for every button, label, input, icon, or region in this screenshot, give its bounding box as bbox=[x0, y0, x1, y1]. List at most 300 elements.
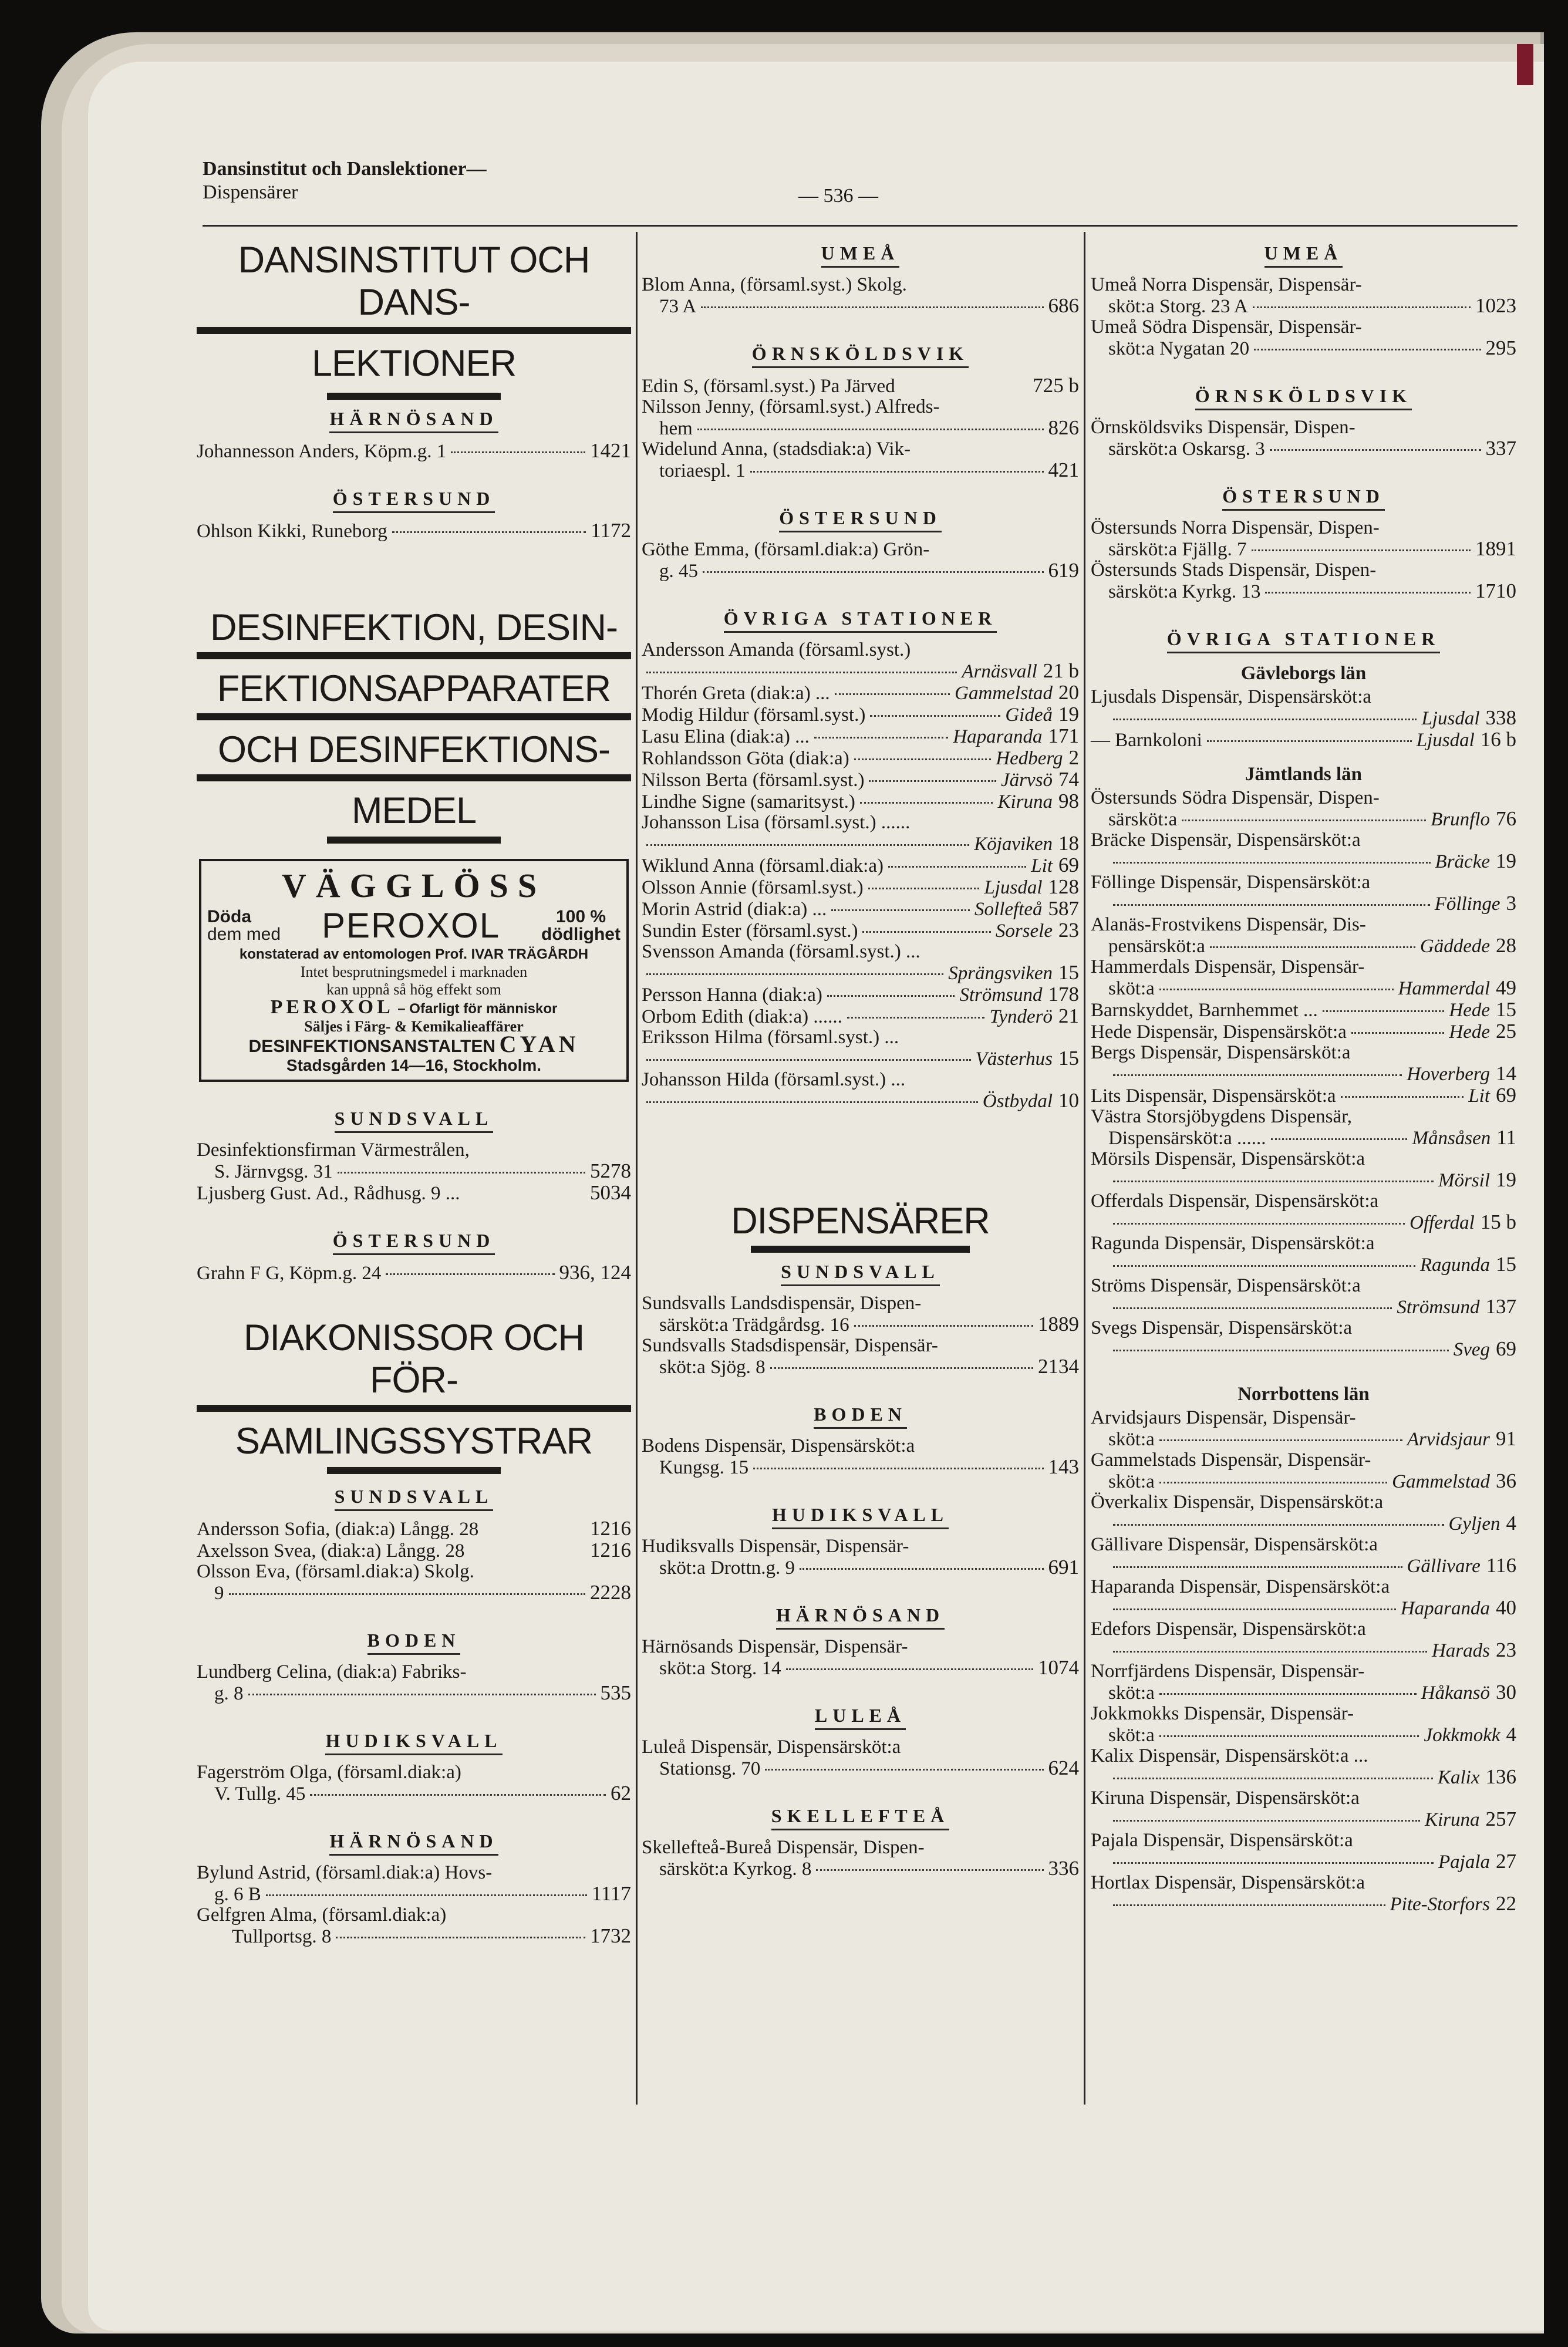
entry-line bbox=[1091, 1254, 1516, 1276]
leader-dots bbox=[1113, 1566, 1402, 1568]
place-name: Föllinge bbox=[1434, 893, 1500, 915]
place-name: Arvidsjaur bbox=[1407, 1429, 1490, 1450]
place-name: Hammerdal bbox=[1398, 978, 1490, 999]
entry: Blom Anna, (församl.syst.) Skolg. bbox=[642, 274, 907, 295]
phone-number: 30 bbox=[1496, 1681, 1516, 1704]
leader-dots bbox=[1113, 862, 1431, 864]
phone-number: 136 bbox=[1485, 1765, 1516, 1788]
leader-dots bbox=[835, 693, 950, 695]
phone-number: 128 bbox=[1048, 875, 1079, 898]
column-1: DANSINSTITUT OCH DANS- LEKTIONER HÄRNÖSAND Johannesson Anders, Köpm.g. 1 1421 ÖSTERSUND Ohlson Kikki, Runeborg 1172 DESINFEKTION, DESIN- FEKTIONSAPPARATER OCH DESINFEKTIONS- MEDEL VÄGGLÖSS Döda dem med PEROXOL 100 % dödlighet konstaterad av entomologen Prof. IVAR TRÄGÅRDH Intet besprutningsmedel i marknaden kan uppnå så hög effekt som PEROXOL – Ofarligt för människor Säljes i Färg- & Kemikalieaffärer DESINFEKTIONSANSTALTEN CYAN Stadsgården 14—16, Stockholm. SUNDSVALL Desinfektionsfirman Värmestrålen, S. Järnvgsg. 31 5278 Ljusberg Gust. Ad., Rådhusg. 9 ... 5034 ÖSTERSUND Grahn F G, Köpm.g. 24 936, 124 DIAKONISSOR OCH FÖR- SAMLINGSSYSTRAR SUNDSVALL Andersson Sofia, (diak:a) Långg. 28 1216 Axelsson Svea, (diak:a) Långg. 28 1216 Olsson Eva, (församl.diak:a) Skolg. 9 2228 BODEN Lundberg Celina, (diak:a) Fabriks- g. 8 535 HUDIKSVALL Fagerström Olga, (församl.diak:a) V. Tullg. 45 62 HÄRNÖSAND Bylund Astrid, (församl.diak:a) Hovs- g. 6 B 1117 Gelfgren Alma, (församl.diak:a) Tullportsg. 8 1732 bbox=[197, 240, 631, 1947]
entry: Östersunds Stads Dispensär, Dispen- bbox=[1091, 559, 1377, 581]
place-name: Månsåsen bbox=[1412, 1128, 1491, 1149]
entry: Västra Storsjöbygdens Dispensär, bbox=[1091, 1106, 1353, 1127]
entry: Sundsvalls Stadsdispensär, Dispensär- bbox=[642, 1335, 938, 1356]
entry-line bbox=[642, 1048, 1079, 1070]
entry-text: sköt:a bbox=[1108, 978, 1155, 999]
leader-dots bbox=[1113, 1651, 1427, 1653]
section-ornskoldsvik: ÖRNSKÖLDSVIK bbox=[642, 343, 1079, 368]
place-name: Gäddede bbox=[1419, 936, 1490, 957]
column-divider-1 bbox=[636, 232, 638, 2105]
place-name: Bräcke bbox=[1435, 851, 1490, 872]
place-name: Kiruna bbox=[1424, 1809, 1480, 1830]
entry: Svensson Amanda (församl.syst.) ... bbox=[642, 941, 920, 962]
phone-number: 22 bbox=[1496, 1892, 1516, 1915]
entry-line bbox=[642, 876, 1079, 898]
entry: Olsson Eva, (församl.diak:a) Skolg. bbox=[197, 1561, 474, 1582]
entry-line bbox=[1091, 1063, 1516, 1085]
heading-diakonissor: DIAKONISSOR OCH FÖR- SAMLINGSSYSTRAR bbox=[197, 1317, 631, 1462]
entry: Bylund Astrid, (församl.diak:a) Hovs- bbox=[197, 1862, 493, 1883]
place-name: Lit bbox=[1031, 855, 1053, 876]
phone-number: 74 bbox=[1058, 768, 1079, 791]
entry-text: Lindhe Signe (samaritsyst.) bbox=[642, 791, 855, 812]
phone-number: 40 bbox=[1496, 1596, 1516, 1619]
place-name: Kalix bbox=[1438, 1767, 1480, 1788]
leader-dots bbox=[827, 995, 955, 997]
entry: Nilsson Jenny, (församl.syst.) Alfreds- bbox=[642, 396, 940, 417]
entry: Umeå Norra Dispensär, Dispensär- bbox=[1091, 274, 1362, 295]
advertisement-peroxol: VÄGGLÖSS Döda dem med PEROXOL 100 % dödlighet konstaterad av entomologen Prof. IVAR TRÄGÅRDH Intet besprutningsmedel i marknaden kan uppnå så hög effekt som PEROXOL – Ofarligt för människor Säljes i Färg- & Kemikalieaffärer DESINFEKTIONSANSTALTEN CYAN Stadsgården 14—16, Stockholm. bbox=[199, 859, 629, 1082]
entry-line bbox=[642, 1006, 1079, 1027]
place-name: Köjaviken bbox=[974, 834, 1053, 855]
entry: Östersunds Södra Dispensär, Dispen- bbox=[1091, 787, 1380, 808]
entry: Norrfjärdens Dispensär, Dispensär- bbox=[1091, 1661, 1365, 1682]
place-name: Brunflo bbox=[1431, 809, 1490, 830]
entry: Pajala Dispensär, Dispensärsköt:a bbox=[1091, 1830, 1353, 1851]
place-name: Pajala bbox=[1438, 1852, 1490, 1873]
entry-line bbox=[1091, 1127, 1516, 1149]
list-gavleborg bbox=[1091, 687, 1516, 751]
phone-number: 23 bbox=[1058, 919, 1079, 942]
bookmark-ribbon bbox=[1517, 44, 1533, 85]
heading-dispensarer: DISPENSÄRER bbox=[731, 1201, 990, 1242]
phone-number: 21 bbox=[1058, 1004, 1079, 1027]
place-name: Hoverberg bbox=[1407, 1064, 1490, 1085]
entry: Gammelstads Dispensär, Dispensär- bbox=[1091, 1449, 1371, 1471]
entry-text: Dispensärsköt:a ...... bbox=[1108, 1128, 1266, 1149]
phone-number: 36 bbox=[1496, 1469, 1516, 1492]
leader-dots bbox=[1323, 1010, 1445, 1012]
entry-line bbox=[1091, 1555, 1516, 1577]
section-umea: UMEÅ bbox=[1091, 242, 1516, 268]
phone-number: 4 bbox=[1506, 1512, 1516, 1535]
phone-number: 338 bbox=[1485, 706, 1516, 729]
entry-line bbox=[642, 660, 1079, 682]
entry-line bbox=[1091, 1169, 1516, 1191]
running-head-subtitle: Dispensärer bbox=[203, 181, 298, 203]
entry: Ljusberg Gust. Ad., Rådhusg. 9 ... 5034 bbox=[197, 1181, 631, 1204]
leader-dots bbox=[1271, 1138, 1408, 1140]
place-name: Ljusdal bbox=[1416, 730, 1475, 751]
entry-line bbox=[1091, 1682, 1516, 1704]
section-ostersund: ÖSTERSUND bbox=[642, 507, 1079, 532]
ad-product-name: PEROXOL bbox=[321, 906, 501, 945]
running-head-title: Dansinstitut och Danslektioner— bbox=[203, 158, 487, 180]
phone-number: 116 bbox=[1486, 1554, 1516, 1577]
place-name: Håkansö bbox=[1421, 1682, 1490, 1704]
leader-dots bbox=[1159, 989, 1394, 990]
leader-dots bbox=[1113, 1904, 1385, 1906]
heading-desinfektion: DESINFEKTION, DESIN- FEKTIONSAPPARATER OCH DESINFEKTIONS- MEDEL bbox=[197, 606, 631, 832]
entry-line bbox=[642, 682, 1079, 704]
entry-text: Barnskyddet, Barnhemmet ... bbox=[1091, 1000, 1318, 1021]
entry: Umeå Södra Dispensär, Dispensär- bbox=[1091, 316, 1362, 338]
entry: Fagerström Olga, (församl.diak:a) bbox=[197, 1762, 461, 1783]
entry: Överkalix Dispensär, Dispensärsköt:a bbox=[1091, 1492, 1384, 1513]
phone-number: 69 bbox=[1058, 854, 1079, 876]
list-ovriga-stationer bbox=[642, 640, 1079, 1112]
entry: Luleå Dispensär, Dispensärsköt:a bbox=[642, 1736, 901, 1758]
leader-dots bbox=[1341, 1096, 1464, 1098]
place-name: Tynderö bbox=[989, 1006, 1053, 1027]
entry-line bbox=[642, 726, 1079, 747]
leader-dots bbox=[862, 931, 990, 933]
entry-line bbox=[1091, 999, 1516, 1021]
entry: Örnsköldsviks Dispensär, Dispen- bbox=[1091, 417, 1355, 438]
leader-dots bbox=[1159, 1693, 1417, 1695]
section-ovriga-stationer: ÖVRIGA STATIONER bbox=[642, 608, 1079, 633]
leader-dots bbox=[869, 780, 996, 782]
place-name: Ragunda bbox=[1419, 1255, 1490, 1276]
entry-text: pensärsköt:a bbox=[1108, 936, 1205, 957]
entry-line bbox=[642, 984, 1079, 1006]
phone-number: 69 bbox=[1496, 1084, 1516, 1107]
entry-line bbox=[1091, 977, 1516, 999]
entry-line bbox=[642, 747, 1079, 769]
entry: Föllinge Dispensär, Dispensärsköt:a bbox=[1091, 872, 1371, 893]
leader-dots bbox=[1113, 1074, 1402, 1076]
entry: Kalix Dispensär, Dispensärsköt:a ... bbox=[1091, 1745, 1368, 1766]
place-name: Ljusdal bbox=[984, 877, 1043, 898]
leader-dots bbox=[1210, 946, 1415, 948]
leader-dots bbox=[1351, 1032, 1445, 1034]
entry: Bräcke Dispensär, Dispensärsköt:a bbox=[1091, 829, 1361, 851]
entry-text: Olsson Annie (församl.syst.) bbox=[642, 877, 864, 898]
phone-number: 10 bbox=[1058, 1089, 1079, 1112]
entry: Jokkmokks Dispensär, Dispensär- bbox=[1091, 1703, 1354, 1724]
section-ostersund: ÖSTERSUND bbox=[197, 488, 631, 513]
phone-number: 4 bbox=[1506, 1723, 1516, 1746]
leader-dots bbox=[1113, 1181, 1434, 1182]
entry-line bbox=[1091, 1513, 1516, 1535]
place-name: Arnäsvall bbox=[962, 661, 1037, 682]
entry: Sundsvalls Landsdispensär, Dispen- bbox=[642, 1293, 922, 1314]
section-sundsvall: SUNDSVALL bbox=[642, 1261, 1079, 1286]
place-name: Sveg bbox=[1453, 1339, 1490, 1360]
leader-dots bbox=[646, 1101, 978, 1103]
entry: Andersson Amanda (församl.syst.) bbox=[642, 639, 911, 660]
entry: Hammerdals Dispensär, Dispensär- bbox=[1091, 956, 1365, 977]
entry: Hortlax Dispensär, Dispensärsköt:a bbox=[1091, 1872, 1365, 1893]
phone-number: 15 bbox=[1496, 998, 1516, 1021]
entry-line bbox=[1091, 1296, 1516, 1318]
leader-dots bbox=[1113, 1223, 1405, 1225]
place-name: Sorsele bbox=[995, 920, 1053, 942]
leader-dots bbox=[1159, 1735, 1419, 1737]
entry-text: Hede Dispensär, Dispensärsköt:a bbox=[1091, 1021, 1347, 1043]
entry-line bbox=[642, 920, 1079, 942]
place-name: Jokkmokk bbox=[1424, 1725, 1500, 1746]
phone-number: 171 bbox=[1048, 724, 1079, 747]
entry-text: särsköt:a bbox=[1108, 809, 1178, 830]
leader-dots bbox=[646, 844, 969, 846]
leader-dots bbox=[1113, 1265, 1415, 1267]
column-3: UMEÅ Umeå Norra Dispensär, Dispensär- sköt:a Storg. 23 A 1023 Umeå Södra Dispensär, Dispensär- sköt:a Nygatan 20 295 ÖRNSKÖLDSVIK Örnsköldsviks Dispensär, Dispen- särsköt:a Oskarsg. 3 337 ÖSTERSUND Östersunds Norra Dispensär, Dispen- särsköt:a Fjällg. 7 1891 Östersunds Stads Dispensär, Dispen- särsköt:a Kyrkg. 13 1710 ÖVRIGA STATIONER Gävleborgs län Ljusdals Dispensär, Dispensärsköt:a Ljusdal 338 — Barnkoloni Ljusdal 16 b Jämtlands län Östersunds Södra Dispensär, Dispen- särsköt:a Brunflo 76 Bräcke Dispensär, Dispensärsköt:a Bräcke 19 Föllinge Dispensär, Dispensärsköt:a Föllinge 3 Alanäs-Frostvikens Dispensär, Dis- pensärsköt:a Gäddede 28 Hammerdals Dispensär, Dispensär- sköt:a Hammerdal 49 Barnskyddet, Barnhemmet ... Hede 15 Hede Dispensär, Dispensärsköt:a Hede 25 Bergs Dispensär, Dispensärsköt:a Hoverberg 14 Lits Dispensär, Dispensärsköt:a Lit 69 Västra Storsjöbygdens Dispensär, Dispensärsköt:a ...... Månsåsen 11 Mörsils Dispensär, Dispensärsköt:a Mörsil 19 Offerdals Dispensär, Dispensärsköt:a Offerdal 15 b Ragunda Dispensär, Dispensärsköt:a Ragunda 15 Ströms Dispensär, Dispensärsköt:a Strömsund 137 Svegs Dispensär, Dispensärsköt:a Sveg 69 Norrbottens län Arvidsjaurs Dispensär, Dispensär- sköt:a Arvidsjaur 91 Gammelstads Dispensär, Dispensär- sköt:a Gammelstad 36 Överkalix Dispensär, Dispensärsköt:a Gyljen 4 Gällivare Dispensär, Dispensärsköt:a Gällivare 116 Haparanda Dispensär, Dispensärsköt:a Haparanda 40 Edefors Dispensär, Dispensärsköt:a Harads 23 Norrfjärdens Dispensär, Dispensär- sköt:a Håkansö 30 Jokkmokks Dispensär, Dispensär- sköt:a Jokkmokk 4 Kalix Dispensär, Dispensärsköt:a ... Kalix 136 Kiruna Dispensär, Dispensärsköt:a Kiruna 257 Pajala Dispensär, Dispensärsköt:a Pajala 27 Hortlax Dispensär, Dispensärsköt:a Pite-Storfors 22 bbox=[1091, 242, 1516, 1915]
leader-dots bbox=[1159, 1439, 1402, 1441]
entry-line bbox=[642, 769, 1079, 791]
entry: Härnösands Dispensär, Dispensär- bbox=[642, 1636, 908, 1657]
entry: Bodens Dispensär, Dispensärsköt:a bbox=[642, 1435, 915, 1456]
leader-dots bbox=[1113, 1778, 1433, 1779]
place-name: Östbydal bbox=[982, 1091, 1053, 1112]
phone-number: 11 bbox=[1496, 1126, 1516, 1149]
place-name: Strömsund bbox=[959, 984, 1043, 1006]
entry-line bbox=[642, 833, 1079, 855]
list-jamtland bbox=[1091, 788, 1516, 1360]
place-name: Västerhus bbox=[975, 1048, 1053, 1070]
leader-dots bbox=[831, 909, 970, 911]
leader-dots bbox=[1113, 719, 1417, 720]
entry-text: Sundin Ester (församl.syst.) bbox=[642, 920, 858, 942]
entry-line bbox=[1091, 1893, 1516, 1915]
place-name: Gällivare bbox=[1407, 1556, 1481, 1577]
section-ornskoldsvik: ÖRNSKÖLDSVIK bbox=[1091, 385, 1516, 410]
entry-line bbox=[642, 898, 1079, 920]
entry: Ströms Dispensär, Dispensärsköt:a bbox=[1091, 1275, 1361, 1296]
leader-dots bbox=[860, 802, 993, 804]
phone-number: 21 b bbox=[1043, 659, 1079, 682]
entry-text: sköt:a bbox=[1108, 1429, 1155, 1450]
phone-number: 19 bbox=[1496, 849, 1516, 872]
entry-text: Lits Dispensär, Dispensärsköt:a bbox=[1091, 1085, 1336, 1107]
phone-number: 14 bbox=[1496, 1062, 1516, 1085]
entry-line bbox=[1091, 1766, 1516, 1788]
entry-line bbox=[1091, 1724, 1516, 1746]
section-sundsvall: SUNDSVALL bbox=[197, 1108, 631, 1133]
phone-number: 49 bbox=[1496, 976, 1516, 999]
entry: Ljusdals Dispensär, Dispensärsköt:a bbox=[1091, 686, 1372, 707]
entry-text: — Barnkoloni bbox=[1091, 730, 1202, 751]
place-name: Hede bbox=[1449, 1000, 1490, 1021]
ad-title: VÄGGLÖSS bbox=[281, 866, 547, 905]
entry: Ohlson Kikki, Runeborg 1172 bbox=[197, 519, 631, 542]
top-rule bbox=[203, 225, 1518, 227]
entry-line bbox=[1091, 1338, 1516, 1360]
entry-text: Morin Astrid (diak:a) ... bbox=[642, 899, 827, 920]
entry-text: Thorén Greta (diak:a) ... bbox=[642, 683, 830, 704]
section-harnosand: HÄRNÖSAND bbox=[197, 1830, 631, 1856]
entry-line bbox=[1091, 1212, 1516, 1233]
entry: Skellefteå-Bureå Dispensär, Dispen- bbox=[642, 1837, 925, 1858]
leader-dots bbox=[1113, 1524, 1444, 1526]
entry-text: sköt:a bbox=[1108, 1471, 1155, 1492]
leader-dots bbox=[847, 1017, 985, 1019]
list-norrbotten bbox=[1091, 1408, 1516, 1915]
entry-line bbox=[1091, 707, 1516, 729]
entry-line bbox=[1091, 851, 1516, 872]
entry-text: Wiklund Anna (församl.diak:a) bbox=[642, 855, 884, 876]
entry: Johansson Hilda (församl.syst.) ... bbox=[642, 1069, 906, 1090]
phone-number: 3 bbox=[1506, 892, 1516, 915]
entry-text: Orbom Edith (diak:a) ...... bbox=[642, 1006, 842, 1027]
leader-dots bbox=[1113, 1820, 1420, 1822]
place-name: Ljusdal bbox=[1421, 708, 1480, 729]
place-name: Offerdal bbox=[1409, 1212, 1475, 1233]
place-name: Haparanda bbox=[1400, 1598, 1490, 1619]
leader-dots bbox=[888, 866, 1026, 868]
place-name: Mörsil bbox=[1438, 1170, 1490, 1191]
entry-line bbox=[1091, 1597, 1516, 1619]
column-divider-2 bbox=[1084, 232, 1085, 2105]
page-number: — 536 — bbox=[798, 185, 878, 207]
entry-line bbox=[1091, 1471, 1516, 1492]
leader-dots bbox=[1159, 1482, 1387, 1483]
entry: Kiruna Dispensär, Dispensärsköt:a bbox=[1091, 1788, 1360, 1809]
entry: Mörsils Dispensär, Dispensärsköt:a bbox=[1091, 1148, 1365, 1169]
entry-line bbox=[642, 704, 1079, 726]
place-name: Gammelstad bbox=[1392, 1471, 1490, 1492]
entry: Ragunda Dispensär, Dispensärsköt:a bbox=[1091, 1233, 1375, 1254]
leader-dots bbox=[1113, 1307, 1392, 1309]
entry: Axelsson Svea, (diak:a) Långg. 28 1216 bbox=[197, 1539, 631, 1562]
entry: Gelfgren Alma, (församl.diak:a) bbox=[197, 1904, 447, 1926]
section-boden: BODEN bbox=[642, 1404, 1079, 1429]
section-skelleftea: SKELLEFTEÅ bbox=[642, 1805, 1079, 1830]
entry: Göthe Emma, (församl.diak:a) Grön- bbox=[642, 539, 930, 560]
phone-number: 98 bbox=[1058, 790, 1079, 812]
entry-line bbox=[1091, 1021, 1516, 1043]
leader-dots bbox=[646, 973, 943, 975]
entry-line bbox=[642, 1090, 1079, 1112]
phone-number: 587 bbox=[1048, 897, 1079, 920]
entry: Lundberg Celina, (diak:a) Fabriks- bbox=[197, 1661, 467, 1682]
place-name: Pite-Storfors bbox=[1390, 1894, 1490, 1915]
entry-line bbox=[1091, 1085, 1516, 1107]
entry-text: sköt:a bbox=[1108, 1682, 1155, 1704]
place-name: Lit bbox=[1468, 1085, 1490, 1107]
phone-number: 19 bbox=[1496, 1168, 1516, 1191]
phone-number: 25 bbox=[1496, 1020, 1516, 1043]
entry: Offerdals Dispensär, Dispensärsköt:a bbox=[1091, 1191, 1379, 1212]
leader-dots bbox=[814, 737, 948, 739]
phone-number: 76 bbox=[1496, 807, 1516, 830]
section-sundsvall: SUNDSVALL bbox=[197, 1486, 631, 1511]
phone-number: 20 bbox=[1058, 681, 1079, 704]
place-name: Sprängsviken bbox=[948, 963, 1053, 984]
phone-number: 2 bbox=[1068, 746, 1079, 769]
phone-number: 27 bbox=[1496, 1850, 1516, 1873]
entry-line bbox=[642, 962, 1079, 984]
entry-line bbox=[1091, 1851, 1516, 1873]
phone-number: 18 bbox=[1058, 832, 1079, 855]
heading-dansinstitut: DANSINSTITUT OCH DANS- LEKTIONER bbox=[197, 239, 631, 385]
county-heading-gavleborg: Gävleborgs län bbox=[1240, 663, 1367, 684]
place-name: Kiruna bbox=[997, 791, 1053, 812]
section-umea: UMEÅ bbox=[642, 242, 1079, 268]
section-hudiksvall: HUDIKSVALL bbox=[197, 1730, 631, 1755]
phone-number: 28 bbox=[1496, 934, 1516, 957]
entry: Bergs Dispensär, Dispensärsköt:a bbox=[1091, 1042, 1351, 1063]
county-heading-jamtland: Jämtlands län bbox=[1245, 764, 1362, 785]
county-heading-norrbotten: Norrbottens län bbox=[1237, 1384, 1370, 1405]
entry: Haparanda Dispensär, Dispensärsköt:a bbox=[1091, 1576, 1390, 1597]
entry-line bbox=[1091, 1640, 1516, 1661]
entry-text: Nilsson Berta (församl.syst.) bbox=[642, 770, 865, 791]
phone-number: 23 bbox=[1496, 1638, 1516, 1661]
leader-dots bbox=[646, 672, 957, 673]
section-lulea: LULEÅ bbox=[642, 1705, 1079, 1730]
place-name: Hedberg bbox=[996, 748, 1063, 769]
entry-text: Modig Hildur (församl.syst.) bbox=[642, 704, 866, 726]
leader-dots bbox=[1113, 904, 1430, 906]
column-2: UMEÅ Blom Anna, (församl.syst.) Skolg. 73 A 686 ÖRNSKÖLDSVIK Edin S, (församl.syst.) Pa Järved 725 b Nilsson Jenny, (församl.syst.) Alfreds- hem 826 Widelund Anna, (stadsdiak:a) Vik- toriaespl. 1 421 ÖSTERSUND Göthe Emma, (församl.diak:a) Grön- g. 45 619 ÖVRIGA STATIONER Andersson Amanda (församl.syst.) Arnäsvall 21 b Thorén Greta (diak:a) ... Gammelstad 20 Modig Hildur (församl.syst.) Gideå 19 Lasu Elina (diak:a) ... Haparanda 171 Rohlandsson Göta (diak:a) Hedberg 2 Nilsson Berta (församl.syst.) Järvsö 74 Lindhe Signe (samaritsyst.) Kiruna 98 Johansson Lisa (församl.syst.) ...... Köjaviken 18 Wiklund Anna (församl.diak:a) Lit 69 Olsson Annie (församl.syst.) Ljusdal 128 Morin Astrid (diak:a) ... Sollefteå 587 Sundin Ester (församl.syst.) Sorsele 23 Svensson Amanda (församl.syst.) ... Sprängsviken 15 Persson Hanna (diak:a) Strömsund 178 Orbom Edith (diak:a) ...... Tynderö 21 Eriksson Hilma (församl.syst.) ... Västerhus 15 Johansson Hilda (församl.syst.) ... Östbydal 10 DISPENSÄRER SUNDSVALL Sundsvalls Landsdispensär, Dispen- särsköt:a Trädgårdsg. 16 1889 Sundsvalls Stadsdispensär, Dispensär- sköt:a Sjög. 8 2134 BODEN Bodens Dispensär, Dispensärsköt:a Kungsg. 15 143 HUDIKSVALL Hudiksvalls Dispensär, Dispensär- sköt:a Drottn.g. 9 691 HÄRNÖSAND Härnösands Dispensär, Dispensär- sköt:a Storg. 14 1074 LULEÅ Luleå Dispensär, Dispensärsköt:a Stationsg. 70 624 SKELLEFTEÅ Skellefteå-Bureå Dispensär, Dispen- särsköt:a Kyrkog. 8 336 bbox=[642, 242, 1079, 1880]
phone-number: 137 bbox=[1485, 1295, 1516, 1318]
leader-dots bbox=[854, 758, 991, 760]
place-name: Järvsö bbox=[1001, 770, 1053, 791]
entry-line bbox=[1091, 808, 1516, 830]
entry: Gällivare Dispensär, Dispensärsköt:a bbox=[1091, 1534, 1378, 1555]
phone-number: 19 bbox=[1058, 703, 1079, 726]
entry-line bbox=[642, 791, 1079, 812]
entry: Widelund Anna, (stadsdiak:a) Vik- bbox=[642, 439, 911, 460]
phone-number: 15 bbox=[1496, 1253, 1516, 1276]
entry: Grahn F G, Köpm.g. 24 936, 124 bbox=[197, 1261, 631, 1284]
entry-line bbox=[1091, 1428, 1516, 1450]
place-name: Sollefteå bbox=[974, 899, 1043, 920]
entry: Edefors Dispensär, Dispensärsköt:a bbox=[1091, 1618, 1366, 1640]
section-ostersund: ÖSTERSUND bbox=[197, 1230, 631, 1255]
entry-line bbox=[642, 855, 1079, 876]
phone-number: 257 bbox=[1485, 1808, 1516, 1830]
entry: Eriksson Hilma (församl.syst.) ... bbox=[642, 1027, 899, 1048]
entry-text: Lasu Elina (diak:a) ... bbox=[642, 726, 810, 747]
entry: Arvidsjaurs Dispensär, Dispensär- bbox=[1091, 1407, 1356, 1428]
section-harnosand: HÄRNÖSAND bbox=[197, 408, 631, 433]
entry: Östersunds Norra Dispensär, Dispen- bbox=[1091, 517, 1380, 538]
leader-dots bbox=[1207, 740, 1412, 742]
leader-dots bbox=[870, 715, 1000, 717]
section-ovriga-stationer: ÖVRIGA STATIONER bbox=[1091, 628, 1516, 653]
leader-dots bbox=[868, 888, 980, 889]
entry-line bbox=[1091, 935, 1516, 957]
entry-text: sköt:a bbox=[1108, 1725, 1155, 1746]
section-boden: BODEN bbox=[197, 1630, 631, 1655]
phone-number: 69 bbox=[1496, 1337, 1516, 1360]
place-name: Gammelstad bbox=[955, 683, 1053, 704]
section-ostersund: ÖSTERSUND bbox=[1091, 485, 1516, 511]
entry-text: Rohlandsson Göta (diak:a) bbox=[642, 748, 849, 769]
place-name: Harads bbox=[1431, 1640, 1490, 1661]
entry: Johannesson Anders, Köpm.g. 1 1421 bbox=[197, 439, 631, 462]
entry-text: Persson Hanna (diak:a) bbox=[642, 984, 822, 1006]
entry: Edin S, (församl.syst.) Pa Järved 725 b bbox=[642, 374, 1079, 397]
entry: Svegs Dispensär, Dispensärsköt:a bbox=[1091, 1317, 1353, 1338]
phone-number: 15 bbox=[1058, 961, 1079, 984]
entry: Hudiksvalls Dispensär, Dispensär- bbox=[642, 1536, 909, 1557]
running-head bbox=[203, 157, 487, 204]
leader-dots bbox=[1113, 1862, 1434, 1864]
phone-number: 16 b bbox=[1480, 728, 1516, 751]
place-name: Strömsund bbox=[1397, 1297, 1480, 1318]
phone-number: 15 b bbox=[1480, 1210, 1516, 1233]
entry: Desinfektionsfirman Värmestrålen, bbox=[197, 1139, 470, 1161]
section-harnosand: HÄRNÖSAND bbox=[642, 1604, 1079, 1630]
leader-dots bbox=[1113, 1350, 1449, 1351]
entry-line bbox=[1091, 893, 1516, 915]
place-name: Hede bbox=[1449, 1021, 1490, 1043]
entry: Andersson Sofia, (diak:a) Långg. 28 1216 bbox=[197, 1517, 631, 1540]
